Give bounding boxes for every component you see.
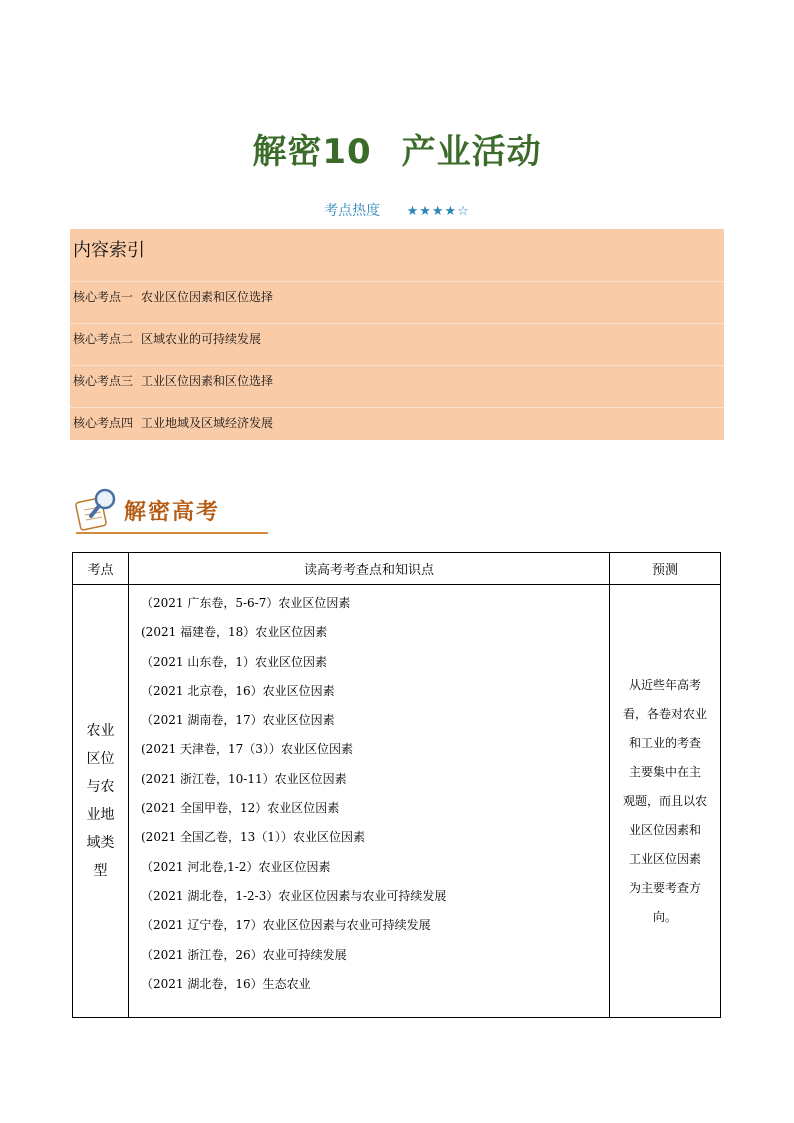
- title-part-a: 解密10: [252, 132, 372, 172]
- list-item: (2021 全国甲卷，12）农业区位因素: [141, 801, 340, 816]
- header-cell: 考点: [73, 553, 129, 585]
- list-item: (2021 福建卷，18）农业区位因素: [141, 625, 328, 640]
- index-item-code: 核心考点一: [73, 290, 134, 304]
- list-item: （2021 湖北卷，1-2-3）农业区位因素与农业可持续发展: [141, 888, 447, 903]
- index-item: [70, 282, 724, 324]
- index-item-text: 区域农业的可持续发展: [141, 332, 262, 346]
- list-item: （2021 湖北卷，16）生态农业: [141, 976, 311, 991]
- header-cell: 读高考考查点和知识点: [129, 553, 610, 585]
- exam-table: [72, 552, 721, 1018]
- index-item: [70, 408, 724, 440]
- list-item: (2021 天津卷，17（3））农业区位因素: [141, 742, 353, 757]
- index-item-code: 核心考点四: [73, 416, 134, 430]
- banner-text: 解密高考: [124, 499, 221, 525]
- table-header-row: [73, 553, 721, 585]
- list-item: （2021 山东卷，1）农业区位因素: [141, 654, 327, 669]
- entries-cell: [129, 585, 610, 1018]
- table-row: [73, 585, 721, 1018]
- index-item: [70, 366, 724, 408]
- title-part-b: 产业活动: [401, 132, 542, 172]
- page-title: [0, 124, 794, 173]
- heat-label: 考点热度: [324, 203, 381, 219]
- section-banner: [72, 486, 268, 536]
- magnifier-notebook-icon: [72, 486, 122, 532]
- index-item-text: 工业区位因素和区位选择: [141, 374, 274, 388]
- list-item: （2021 河北卷,1-2）农业区位因素: [141, 859, 331, 874]
- index-heading: 内容索引: [70, 229, 724, 282]
- list-item: (2021 全国乙卷，13（1））农业区位因素: [141, 830, 365, 845]
- list-item: （2021 浙江卷，26）农业可持续发展: [141, 947, 347, 962]
- heat-row: [0, 200, 794, 220]
- topic-cell: 农业 区位 与农 业地 域类 型: [73, 585, 129, 1018]
- prediction-cell: 从近些年高考 看，各卷对农业 和工业的考查 主要集中在主 观题，而且以农 业区位因素和 工业区位因素 为主要考查方 向。: [610, 585, 721, 1018]
- list-item: （2021 广东卷，5-6-7）农业区位因素: [141, 596, 351, 610]
- index-item-text: 农业区位因素和区位选择: [141, 290, 274, 304]
- index-item-code: 核心考点二: [73, 332, 134, 346]
- index-item: [70, 324, 724, 366]
- index-item-code: 核心考点三: [73, 374, 134, 388]
- content-index: [70, 229, 724, 440]
- banner-underline: [76, 532, 268, 534]
- list-item: （2021 辽宁卷，17）农业区位因素与农业可持续发展: [141, 918, 431, 933]
- header-cell: 预测: [610, 553, 721, 585]
- index-item-text: 工业地域及区域经济发展: [141, 416, 274, 430]
- heat-stars: ★★★★☆: [406, 204, 470, 219]
- list-item: （2021 湖南卷，17）农业区位因素: [141, 713, 335, 728]
- list-item: (2021 浙江卷，10-11）农业区位因素: [141, 771, 347, 786]
- list-item: （2021 北京卷，16）农业区位因素: [141, 683, 335, 698]
